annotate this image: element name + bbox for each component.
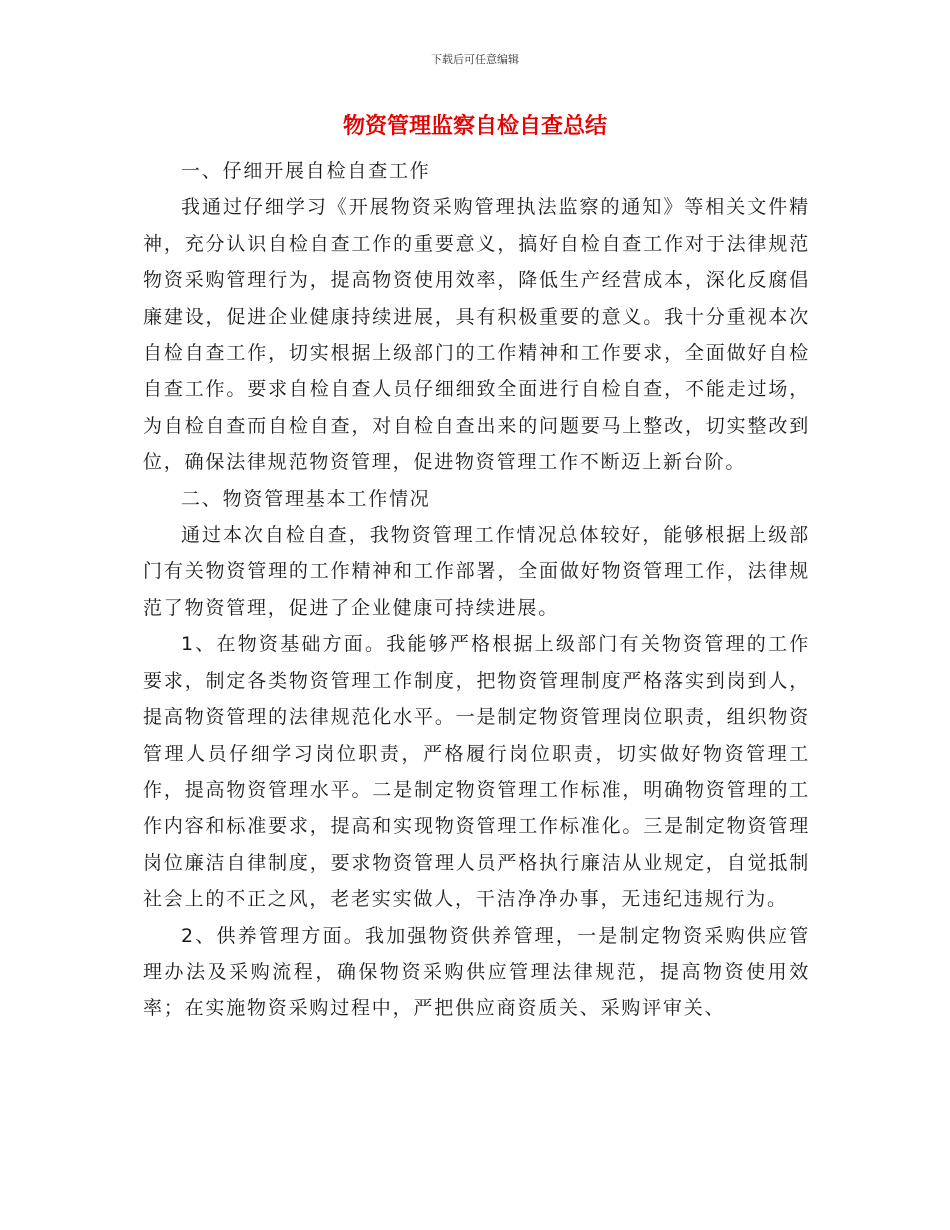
section-heading-1: 一、仔细开展自检自查工作 [181,160,431,182]
section-heading-2: 二、物资管理基本工作情况 [181,487,431,510]
body-paragraph: 通过本次自检自查，我物资管理工作情况总体较好，能够根据上级部门有关物资管理的工作精神和工作部署，全面做好物资管理工作，法律规范了物资管理，促进了企业健康可持续进展。 [143,524,810,619]
page-header-note: 下载后可任意编辑 [431,53,519,66]
body-paragraph: 我通过仔细学习《开展物资采购管理执法监察的通知》等相关文件精神，充分认识自检自查工作的重要意义，搞好自检自查工作对于法律规范物资采购管理行为，提高物资使用效率，降低生产经营成本，深化反腐倡廉建设，促进企业健康持续进展，具有积极重要的意义。我十分重视本次自检自查工作，切实根据上级部门的工作精神和工作要求，全面做好自检自查工作。要求自检自查人员仔细细致全面进行自检自查，不能走过场，为自检自查而自检自查，对自检自查出来的问题要马上整改，切实整改到位，确保法律规范物资管理，促进物资管理工作不断迈上新台阶。 [143,196,810,474]
document-body [143,153,810,1027]
document-title: 物资管理监察自检自查总结 [342,114,607,139]
body-paragraph: 2、供养管理方面。我加强物资供养管理，一是制定物资采购供应管理办法及采购流程，确保物资采购供应管理法律规范，提高物资使用效率；在实施物资采购过程中，严把供应商资质关、采购评审关、 [143,924,810,1020]
body-paragraph: 1、在物资基础方面。我能够严格根据上级部门有关物资管理的工作要求，制定各类物资管理工作制度，把物资管理制度严格落实到岗到人，提高物资管理的法律规范化水平。一是制定物资管理岗位职责，组织物资管理人员仔细学习岗位职责，严格履行岗位职责，切实做好物资管理工作，提高物资管理水平。二是制定物资管理工作标准，明确物资管理的工作内容和标准要求，提高和实现物资管理工作标准化。三是制定物资管理岗位廉洁自律制度，要求物资管理人员严格执行廉洁从业规定，自觉抵制社会上的不正之风，老老实实做人，干洁净净办事，无违纪违规行为。 [143,633,810,911]
